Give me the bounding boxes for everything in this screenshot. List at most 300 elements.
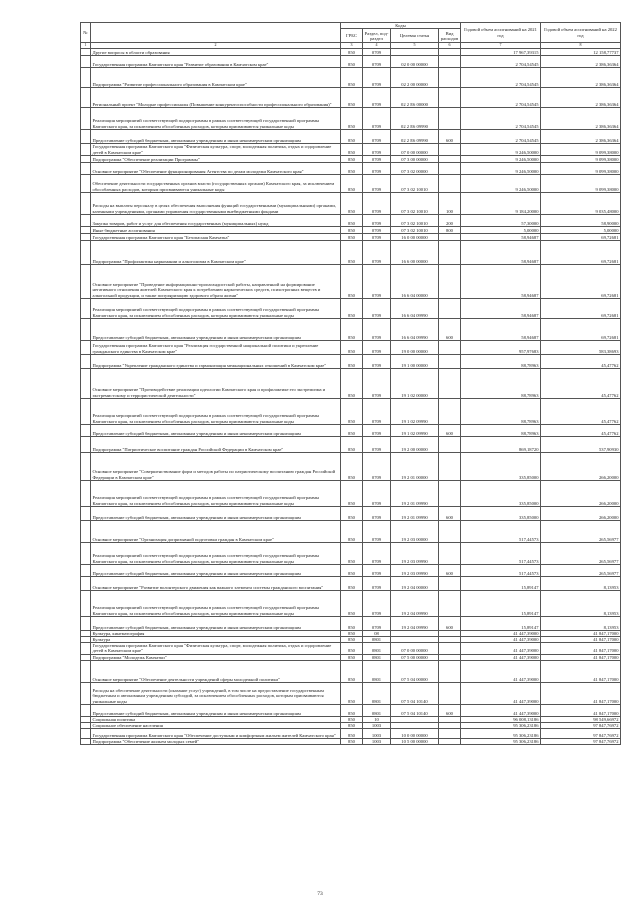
row-grbs: 850 xyxy=(341,542,363,564)
table-row xyxy=(81,739,621,745)
row-amount-2021: 9 246,50000 xyxy=(461,162,541,174)
table-row xyxy=(81,354,621,368)
row-grbs: 850 xyxy=(341,162,363,174)
row-grbs: 850 xyxy=(341,129,363,143)
row-amount-2022: 583,38693 xyxy=(541,340,621,354)
row-grbs: 850 xyxy=(341,107,363,129)
row-section: 0709 xyxy=(363,162,391,174)
row-section: 1003 xyxy=(363,739,391,745)
row-grbs: 850 xyxy=(341,452,363,480)
row-section: 0709 xyxy=(363,576,391,590)
row-vr xyxy=(439,542,461,564)
row-grbs: 850 xyxy=(341,616,363,630)
row-amount-2021: 2 704,54545 xyxy=(461,129,541,143)
row-target: 07 5 04 00000 xyxy=(391,660,439,682)
row-target: 19 2 04 00000 xyxy=(391,576,439,590)
row-grbs: 850 xyxy=(341,739,363,745)
row-vr: 600 xyxy=(439,506,461,520)
row-target: 19 2 01 09990 xyxy=(391,480,439,506)
row-target: 02 2 E6 09990 xyxy=(391,129,439,143)
row-vr xyxy=(439,590,461,616)
header-no: № xyxy=(81,23,91,43)
row-vr xyxy=(439,576,461,590)
header-section: Раздел, под-раздел xyxy=(363,29,391,43)
row-amount-2022: 5,00000 xyxy=(541,226,621,233)
row-number xyxy=(81,264,91,298)
row-section: 0709 xyxy=(363,174,391,192)
row-section: 0709 xyxy=(363,214,391,226)
budget-table-page xyxy=(80,22,620,745)
row-section: 08 xyxy=(363,630,391,636)
row-target xyxy=(391,48,439,55)
row-grbs: 850 xyxy=(341,340,363,354)
row-number xyxy=(81,214,91,226)
row-section: 0709 xyxy=(363,340,391,354)
row-grbs: 850 xyxy=(341,233,363,240)
row-name: Основное мероприятие "Обеспечение функционирования Агентства по делам молодежи Камчатского края" xyxy=(91,162,341,174)
row-vr xyxy=(439,162,461,174)
row-amount-2022: 58,90000 xyxy=(541,214,621,226)
row-name: Подпрограмма "Обеспечение жильем молодых семей" xyxy=(91,739,341,745)
row-amount-2022: 266,20000 xyxy=(541,506,621,520)
index-cell: 2 xyxy=(91,43,341,49)
row-amount-2022: 9 099,38000 xyxy=(541,162,621,174)
row-section: 0709 xyxy=(363,354,391,368)
row-vr: 200 xyxy=(439,214,461,226)
row-amount-2022: 69,72681 xyxy=(541,264,621,298)
header-name xyxy=(91,23,341,43)
row-amount-2021: 41 447,39000 xyxy=(461,704,541,716)
table-row xyxy=(81,542,621,564)
row-name: Основное мероприятие "Развитие волонтерского движения как важного элемента системы гражданского воспитания" xyxy=(91,576,341,590)
row-vr xyxy=(439,174,461,192)
row-section: 0709 xyxy=(363,590,391,616)
row-section: 0709 xyxy=(363,240,391,264)
row-amount-2021: 41 447,39000 xyxy=(461,643,541,654)
row-target: 19 2 03 09990 xyxy=(391,542,439,564)
row-target: 07 5 04 10140 xyxy=(391,682,439,704)
row-section: 1003 xyxy=(363,729,391,739)
row-amount-2021: 2 704,54545 xyxy=(461,67,541,87)
row-vr xyxy=(439,155,461,162)
table-row xyxy=(81,192,621,214)
row-amount-2021: 9 246,50000 xyxy=(461,155,541,162)
row-amount-2021: 517,44573 xyxy=(461,520,541,542)
row-name: Основное мероприятие "Организация допризывной подготовки граждан в Камчатском крае" xyxy=(91,520,341,542)
row-section: 0709 xyxy=(363,480,391,506)
row-amount-2022: 45,47762 xyxy=(541,424,621,436)
row-target: 10 0 00 00000 xyxy=(391,729,439,739)
row-grbs: 850 xyxy=(341,704,363,716)
row-vr xyxy=(439,143,461,155)
row-grbs: 850 xyxy=(341,264,363,298)
index-cell: 6 xyxy=(439,43,461,49)
header-2022: Годовой объем ассигнований на 2022 год xyxy=(541,23,621,43)
row-amount-2022: 98 549,66972 xyxy=(541,716,621,722)
row-amount-2021: 9 246,50000 xyxy=(461,143,541,155)
row-name: Предоставление субсидий бюджетным, автономным учреждениям и иным некоммерческим организациям xyxy=(91,318,341,340)
row-grbs: 850 xyxy=(341,506,363,520)
row-section: 0709 xyxy=(363,143,391,155)
row-amount-2022: 41 847,17000 xyxy=(541,704,621,716)
row-amount-2022: 9 099,38000 xyxy=(541,143,621,155)
row-amount-2022: 69,72681 xyxy=(541,240,621,264)
row-grbs: 850 xyxy=(341,87,363,107)
row-number xyxy=(81,729,91,739)
row-section: 0709 xyxy=(363,107,391,129)
row-section: 0709 xyxy=(363,436,391,452)
index-cell: 5 xyxy=(391,43,439,49)
row-amount-2021: 15,89147 xyxy=(461,616,541,630)
row-number xyxy=(81,240,91,264)
row-vr xyxy=(439,452,461,480)
row-name: Государственная программа Камчатского края "Реализация государственной национальной политики и укрепление гражданского единства в Камчатском крае" xyxy=(91,340,341,354)
header-2021: Годовой объем ассигнований на 2021 год xyxy=(461,23,541,43)
row-name: Обеспечение деятельности государственных органов власти (государственных органов) Камчатского края, за исключением обособленных расходов, которым присваиваются уникальные коды xyxy=(91,174,341,192)
row-target: 07 3 02 10010 xyxy=(391,214,439,226)
row-vr xyxy=(439,660,461,682)
row-grbs: 850 xyxy=(341,368,363,398)
row-amount-2022: 45,47762 xyxy=(541,398,621,424)
budget-table-body xyxy=(81,48,621,745)
row-target: 02 2 E6 00000 xyxy=(391,87,439,107)
row-amount-2021: 88,78963 xyxy=(461,398,541,424)
row-name: Основное мероприятие "Совершенствование форм и методов работы по патриотическому воспитанию граждан Российской Федерации в Камчатском крае" xyxy=(91,452,341,480)
row-grbs: 850 xyxy=(341,637,363,643)
row-target: 10 5 00 00000 xyxy=(391,739,439,745)
row-section: 0709 xyxy=(363,506,391,520)
row-target: 07 5 00 00000 xyxy=(391,654,439,660)
row-amount-2022: 8,13953 xyxy=(541,576,621,590)
row-grbs: 850 xyxy=(341,723,363,729)
row-grbs: 850 xyxy=(341,729,363,739)
table-row xyxy=(81,452,621,480)
row-amount-2021: 2 704,54545 xyxy=(461,55,541,67)
index-cell: 3 xyxy=(341,43,363,49)
row-name: Подпрограмма "Патриотическое воспитание граждан Российской Федерации в Камчатском крае" xyxy=(91,436,341,452)
row-amount-2022: 97 847,76972 xyxy=(541,723,621,729)
row-name: Предоставление субсидий бюджетным, автономным учреждениям и иным некоммерческим организациям xyxy=(91,129,341,143)
row-name: Реализация мероприятий соответствующей подпрограммы в рамках соответствующей государственной программы Камчатского края, за исключением обособленных расходов, которым присваиваются уникальные коды xyxy=(91,298,341,318)
row-vr xyxy=(439,48,461,55)
row-section: 0709 xyxy=(363,564,391,576)
row-target: 02 0 00 00000 xyxy=(391,55,439,67)
row-amount-2022: 41 847,17000 xyxy=(541,682,621,704)
row-grbs: 850 xyxy=(341,643,363,654)
row-vr: 600 xyxy=(439,424,461,436)
row-number xyxy=(81,226,91,233)
row-grbs: 850 xyxy=(341,354,363,368)
row-number xyxy=(81,682,91,704)
index-cell: 1 xyxy=(81,43,91,49)
row-amount-2022: 2 386,36364 xyxy=(541,87,621,107)
row-amount-2022: 266,20000 xyxy=(541,480,621,506)
row-number xyxy=(81,660,91,682)
page-number: 73 xyxy=(317,891,323,897)
row-section: 0709 xyxy=(363,233,391,240)
row-amount-2021: 41 447,39000 xyxy=(461,682,541,704)
table-row xyxy=(81,298,621,318)
row-grbs: 850 xyxy=(341,520,363,542)
row-section: 1003 xyxy=(363,723,391,729)
row-target: 07 3 02 00000 xyxy=(391,162,439,174)
row-amount-2022: 69,72681 xyxy=(541,318,621,340)
row-name: Реализация мероприятий соответствующей подпрограммы в рамках соответствующей государственной программы Камчатского края, за исключением обособленных расходов, которым присваиваются уникальные коды xyxy=(91,542,341,564)
row-amount-2021: 5,00000 xyxy=(461,226,541,233)
header-codes: Коды xyxy=(341,23,461,29)
row-grbs: 850 xyxy=(341,576,363,590)
row-target: 07 5 04 10140 xyxy=(391,704,439,716)
row-name: Культура, кинематография xyxy=(91,630,341,636)
row-amount-2022: 69,72681 xyxy=(541,298,621,318)
row-amount-2021: 335,85000 xyxy=(461,452,541,480)
row-amount-2021: 2 704,54545 xyxy=(461,107,541,129)
row-section: 0709 xyxy=(363,452,391,480)
row-amount-2022: 265,56977 xyxy=(541,564,621,576)
index-cell: 7 xyxy=(461,43,541,49)
row-amount-2022: 537,90930 xyxy=(541,436,621,452)
row-amount-2022: 8,13953 xyxy=(541,616,621,630)
table-row xyxy=(81,318,621,340)
row-amount-2021: 9 184,20000 xyxy=(461,192,541,214)
row-target: 16 6 00 00000 xyxy=(391,240,439,264)
table-row xyxy=(81,143,621,155)
row-name: Иные бюджетные ассигнования xyxy=(91,226,341,233)
row-grbs: 850 xyxy=(341,682,363,704)
row-grbs: 850 xyxy=(341,67,363,87)
table-row xyxy=(81,643,621,654)
table-row xyxy=(81,240,621,264)
row-amount-2021: 15,89147 xyxy=(461,576,541,590)
row-name: Государственная программа Камчатского края "Физическая культура, спорт, молодежная политика, отдых и оздоровление детей в Камчатском крае" xyxy=(91,143,341,155)
row-section: 0801 xyxy=(363,660,391,682)
table-row xyxy=(81,660,621,682)
row-target: 19 2 03 09990 xyxy=(391,564,439,576)
row-section: 0709 xyxy=(363,48,391,55)
table-row xyxy=(81,564,621,576)
table-row xyxy=(81,162,621,174)
index-cell: 8 xyxy=(541,43,621,49)
row-target: 19 2 04 09990 xyxy=(391,616,439,630)
row-number xyxy=(81,506,91,520)
row-section: 0709 xyxy=(363,155,391,162)
row-section: 0801 xyxy=(363,637,391,643)
row-number xyxy=(81,107,91,129)
row-section: 10 xyxy=(363,716,391,722)
row-amount-2021: 17 967,39315 xyxy=(461,48,541,55)
row-number xyxy=(81,398,91,424)
row-amount-2022: 2 386,36364 xyxy=(541,67,621,87)
row-name: Государственная программа Камчатского края "Безопасная Камчатка" xyxy=(91,233,341,240)
row-vr xyxy=(439,368,461,398)
row-amount-2021: 96 008,13186 xyxy=(461,716,541,722)
row-vr xyxy=(439,107,461,129)
row-amount-2021: 335,85000 xyxy=(461,480,541,506)
row-name: Предоставление субсидий бюджетным, автономным учреждениям и иным некоммерческим организациям xyxy=(91,506,341,520)
row-target: 02 2 00 00000 xyxy=(391,67,439,87)
row-number xyxy=(81,87,91,107)
table-row xyxy=(81,576,621,590)
table-row xyxy=(81,87,621,107)
row-target: 19 1 00 00000 xyxy=(391,354,439,368)
row-section: 0801 xyxy=(363,704,391,716)
row-number xyxy=(81,616,91,630)
row-amount-2022: 41 847,17000 xyxy=(541,637,621,643)
row-section: 0709 xyxy=(363,226,391,233)
row-amount-2022: 45,47762 xyxy=(541,354,621,368)
row-number xyxy=(81,162,91,174)
table-row xyxy=(81,704,621,716)
row-name: Государственная программа Камчатского края "Развитие образования в Камчатском крае" xyxy=(91,55,341,67)
row-target: 19 0 00 00000 xyxy=(391,340,439,354)
row-name: Культура xyxy=(91,637,341,643)
row-name: Региональный проект "Молодые профессионалы (Повышение конкурентоспособности профессионального образования)" xyxy=(91,87,341,107)
row-name: Реализация мероприятий соответствующей подпрограммы в рамках соответствующей государственной программы Камчатского края, за исключением обособленных расходов, которым присваиваются уникальные коды xyxy=(91,590,341,616)
row-grbs: 850 xyxy=(341,48,363,55)
row-amount-2021: 95 306,23186 xyxy=(461,723,541,729)
row-grbs: 850 xyxy=(341,174,363,192)
row-section: 0709 xyxy=(363,67,391,87)
row-vr: 600 xyxy=(439,616,461,630)
row-name: Основное мероприятие "Противодействие реализации идеологии Камчатского края и профилактике его экстремизма и экстремистскому и террористической деятельности" xyxy=(91,368,341,398)
row-target: 19 2 01 09990 xyxy=(391,506,439,520)
table-row xyxy=(81,506,621,520)
row-grbs: 850 xyxy=(341,298,363,318)
index-cell: 4 xyxy=(363,43,391,49)
row-amount-2022: 9 099,38000 xyxy=(541,155,621,162)
row-name: Подпрограмма "Обеспечение реализации Программы" xyxy=(91,155,341,162)
table-row xyxy=(81,264,621,298)
table-row xyxy=(81,590,621,616)
row-section: 0709 xyxy=(363,520,391,542)
row-vr xyxy=(439,240,461,264)
row-target: 19 1 02 09990 xyxy=(391,398,439,424)
row-vr: 600 xyxy=(439,704,461,716)
table-row xyxy=(81,480,621,506)
table-row xyxy=(81,368,621,398)
row-number xyxy=(81,452,91,480)
row-section: 0709 xyxy=(363,318,391,340)
table-row xyxy=(81,107,621,129)
row-grbs: 850 xyxy=(341,480,363,506)
row-name: Другие вопросы в области образования xyxy=(91,48,341,55)
row-target: 02 2 E6 09990 xyxy=(391,107,439,129)
row-name: Подпрограмма "Профилактика наркомании и алкоголизма в Камчатском крае" xyxy=(91,240,341,264)
row-section: 0801 xyxy=(363,682,391,704)
row-number xyxy=(81,155,91,162)
row-name: Подпрограмма "Молодежь Камчатки" xyxy=(91,654,341,660)
row-amount-2021: 517,44573 xyxy=(461,564,541,576)
row-number xyxy=(81,576,91,590)
row-amount-2021: 95 306,23186 xyxy=(461,729,541,739)
row-name: Подпрограмма "Развитие профессионального образования в Камчатском крае" xyxy=(91,67,341,87)
row-grbs: 850 xyxy=(341,660,363,682)
budget-table xyxy=(80,22,621,745)
row-grbs: 850 xyxy=(341,590,363,616)
row-amount-2022: 2 386,36364 xyxy=(541,129,621,143)
row-number xyxy=(81,368,91,398)
table-row xyxy=(81,520,621,542)
row-amount-2022: 265,56977 xyxy=(541,542,621,564)
table-row xyxy=(81,214,621,226)
row-vr xyxy=(439,340,461,354)
row-vr: 600 xyxy=(439,318,461,340)
row-section: 0709 xyxy=(363,55,391,67)
table-row xyxy=(81,436,621,452)
row-name: Предоставление субсидий бюджетным, автономным учреждениям и иным некоммерческим организациям xyxy=(91,704,341,716)
row-amount-2021: 58,94687 xyxy=(461,318,541,340)
row-number xyxy=(81,318,91,340)
row-amount-2022: 8,13953 xyxy=(541,590,621,616)
row-amount-2021: 9 246,50000 xyxy=(461,174,541,192)
row-number xyxy=(81,67,91,87)
row-target: 07 0 00 00000 xyxy=(391,143,439,155)
row-vr: 100 xyxy=(439,192,461,214)
row-grbs: 850 xyxy=(341,318,363,340)
row-target: 16 6 04 09990 xyxy=(391,318,439,340)
row-number xyxy=(81,174,91,192)
row-target: 19 2 00 00000 xyxy=(391,436,439,452)
table-row xyxy=(81,233,621,240)
row-number xyxy=(81,436,91,452)
row-vr: 800 xyxy=(439,226,461,233)
row-amount-2021: 2 704,54545 xyxy=(461,87,541,107)
row-amount-2021: 335,85000 xyxy=(461,506,541,520)
table-row xyxy=(81,616,621,630)
row-name: Предоставление субсидий бюджетным, автономным учреждениям и иным некоммерческим организациям xyxy=(91,424,341,436)
row-vr xyxy=(439,739,461,745)
row-number xyxy=(81,424,91,436)
row-number xyxy=(81,143,91,155)
row-amount-2021: 58,94687 xyxy=(461,233,541,240)
row-amount-2022: 266,20000 xyxy=(541,452,621,480)
row-amount-2022: 9 035,48000 xyxy=(541,192,621,214)
row-number xyxy=(81,298,91,318)
row-vr xyxy=(439,264,461,298)
row-amount-2021: 41 447,39000 xyxy=(461,637,541,643)
row-vr xyxy=(439,480,461,506)
row-amount-2021: 88,78963 xyxy=(461,368,541,398)
row-section: 0709 xyxy=(363,368,391,398)
row-vr xyxy=(439,520,461,542)
table-row xyxy=(81,55,621,67)
row-number xyxy=(81,590,91,616)
table-row xyxy=(81,729,621,739)
row-vr xyxy=(439,67,461,87)
row-name: Социальная политика xyxy=(91,716,341,722)
row-amount-2022: 97 847,76972 xyxy=(541,729,621,739)
row-vr xyxy=(439,398,461,424)
row-number xyxy=(81,643,91,654)
row-amount-2021: 88,78963 xyxy=(461,354,541,368)
row-grbs: 850 xyxy=(341,716,363,722)
row-vr: 600 xyxy=(439,564,461,576)
row-name: Предоставление субсидий бюджетным, автономным учреждениям и иным некоммерческим организациям xyxy=(91,564,341,576)
row-vr xyxy=(439,643,461,654)
row-section: 0709 xyxy=(363,264,391,298)
row-grbs: 850 xyxy=(341,214,363,226)
row-number xyxy=(81,48,91,55)
row-amount-2021: 58,94687 xyxy=(461,264,541,298)
table-row xyxy=(81,340,621,354)
row-amount-2022: 97 847,76972 xyxy=(541,739,621,745)
row-amount-2022: 2 386,36364 xyxy=(541,107,621,129)
header-target: Целевая статья xyxy=(391,29,439,43)
row-vr xyxy=(439,87,461,107)
row-number xyxy=(81,704,91,716)
row-vr xyxy=(439,682,461,704)
row-name: Расходы на обеспечение деятельности (оказание услуг) учреждений, в том числе на предоставление государственным бюджетным и автономным учреждениям субсидий, за исключением обособленных расходов, которым присваиваются уникальные коды xyxy=(91,682,341,704)
